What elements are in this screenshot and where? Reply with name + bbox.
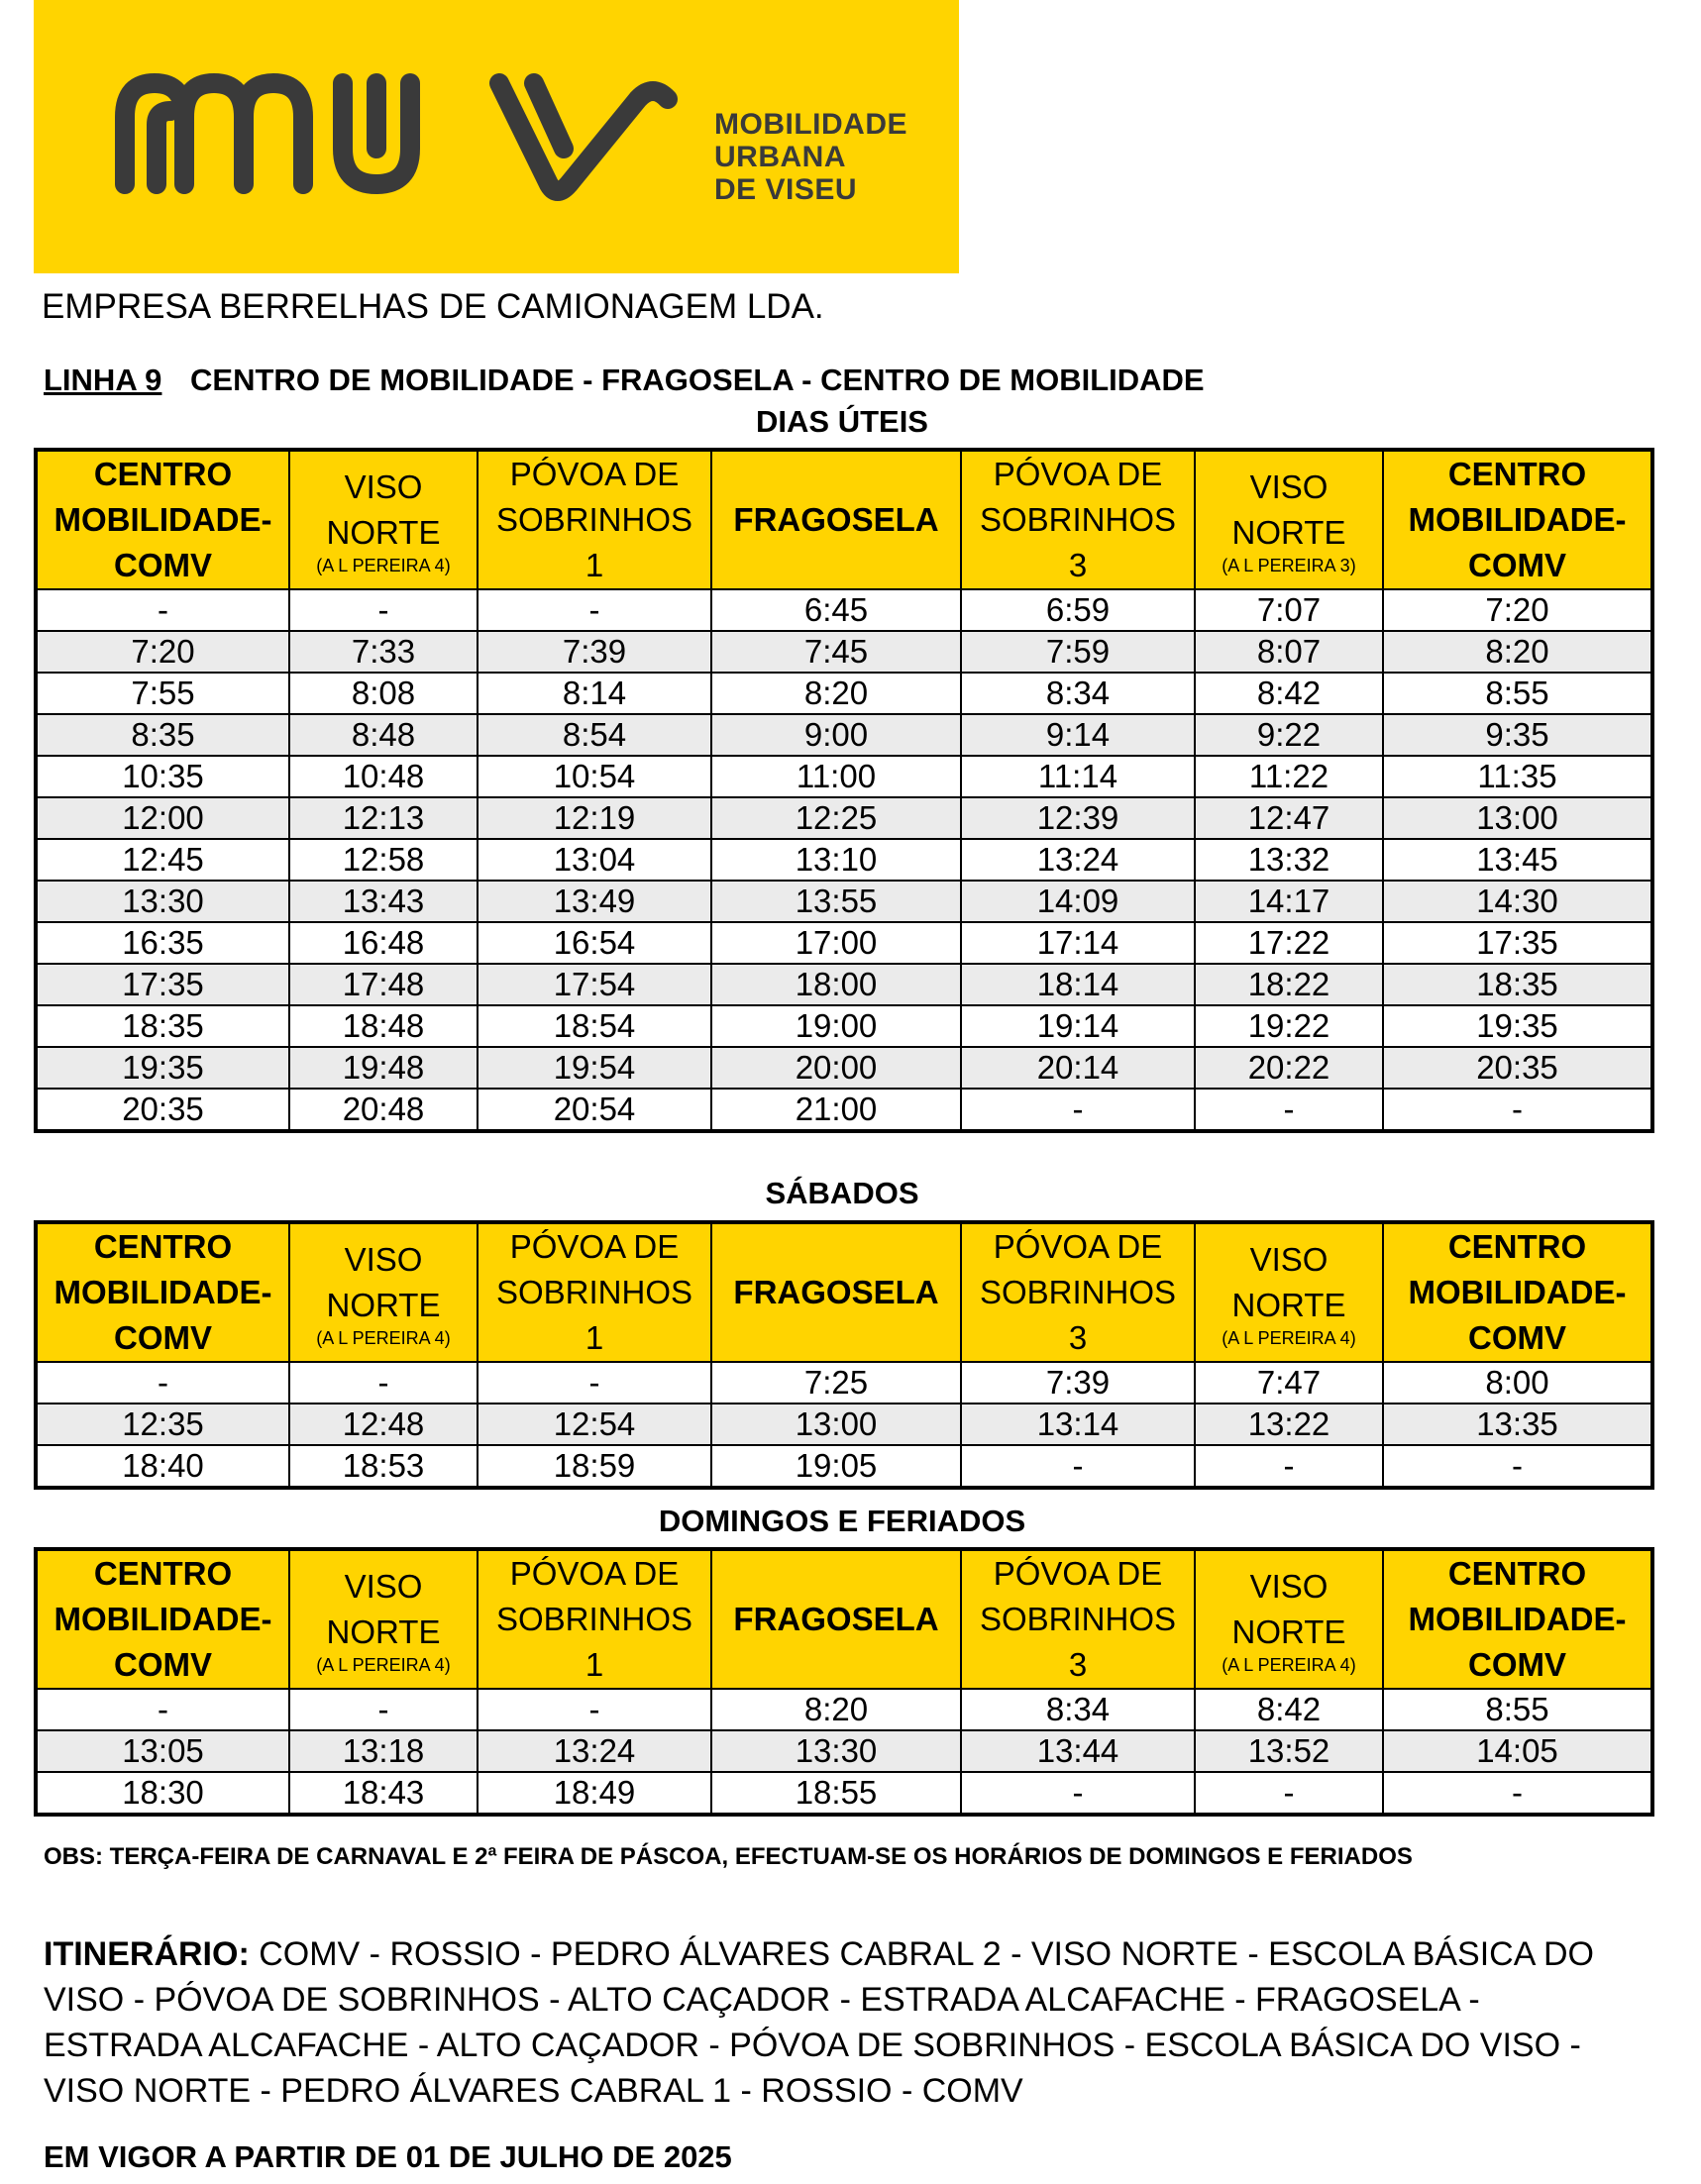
time-cell: 13:00	[711, 1404, 961, 1445]
line-label: LINHA 9	[44, 363, 162, 397]
table-row	[36, 1362, 1652, 1404]
table-row	[36, 881, 1652, 922]
time-cell: 12:13	[289, 797, 478, 839]
header-line: VISO	[344, 1568, 423, 1605]
time-cell: 7:25	[711, 1362, 961, 1404]
time-cell: -	[478, 1689, 711, 1730]
time-cell: 10:35	[36, 756, 289, 797]
time-cell: 20:35	[36, 1089, 289, 1131]
header-line: SOBRINHOS	[979, 501, 1177, 538]
company-name: EMPRESA BERRELHAS DE CAMIONAGEM LDA.	[42, 287, 824, 326]
time-cell: -	[1383, 1089, 1652, 1131]
time-cell: -	[961, 1089, 1195, 1131]
table-row	[36, 1689, 1652, 1730]
time-cell: 8:34	[961, 1689, 1195, 1730]
header-line: SOBRINHOS	[495, 1601, 693, 1637]
time-cell: 8:48	[289, 714, 478, 756]
time-cell: 14:17	[1195, 881, 1383, 922]
header-line: MOBILIDADE-	[53, 1274, 272, 1310]
header-line: SOBRINHOS	[979, 1601, 1177, 1637]
time-cell: -	[1195, 1445, 1383, 1488]
time-cell: 19:22	[1195, 1005, 1383, 1047]
header-line: COMV	[114, 1646, 212, 1683]
itinerary-text: COMV - ROSSIO - PEDRO ÁLVARES CABRAL 2 - VISO NORTE - ESCOLA BÁSICA DO VISO - PÓVOA DE SOBRINHOS - ALTO CAÇADOR - ESTRADA ALCAFACHE - FRAGOSELA - ESTRADA ALCAFACHE - ALTO CAÇADOR - PÓVOA DE SOBRINHOS - ESCOLA BÁSICA DO VISO - VISO NORTE - PEDRO ÁLVARES CABRAL 1 - ROSSIO - COMV	[44, 1935, 1594, 2110]
header-line: MOBILIDADE-	[1408, 1274, 1627, 1310]
line-title	[44, 363, 1205, 398]
stop-subtitle: (A L PEREIRA 4)	[316, 1655, 451, 1675]
time-cell: 7:55	[36, 673, 289, 714]
timetable-weekdays	[34, 448, 1654, 1133]
time-cell: 11:00	[711, 756, 961, 797]
header-cell-2	[289, 1549, 478, 1689]
table-row	[36, 1730, 1652, 1772]
time-cell: 13:44	[961, 1730, 1195, 1772]
time-cell: 6:59	[961, 589, 1195, 631]
time-cell: -	[36, 589, 289, 631]
header-cell-2	[289, 1222, 478, 1362]
time-cell: 13:18	[289, 1730, 478, 1772]
stop-subtitle: (A L PEREIRA 4)	[1222, 1328, 1356, 1348]
header-line: COMV	[1468, 1646, 1566, 1683]
header-cell-6	[1195, 1549, 1383, 1689]
time-cell: 19:00	[711, 1005, 961, 1047]
time-cell: 16:48	[289, 922, 478, 964]
header-line: MOBILIDADE-	[1408, 501, 1627, 538]
time-cell: 9:22	[1195, 714, 1383, 756]
table-row	[36, 756, 1652, 797]
time-cell: -	[36, 1689, 289, 1730]
time-cell: 18:54	[478, 1005, 711, 1047]
validity-notice: EM VIGOR A PARTIR DE 01 DE JULHO DE 2025	[44, 2139, 732, 2174]
header-line: PÓVOA DE	[509, 1228, 680, 1265]
time-cell: 13:55	[711, 881, 961, 922]
time-cell: -	[289, 1362, 478, 1404]
header-line: COMV	[114, 547, 212, 583]
header-line: SOBRINHOS	[495, 501, 693, 538]
time-cell: 18:55	[711, 1772, 961, 1815]
header-line: PÓVOA DE	[993, 456, 1163, 492]
table-row	[36, 1047, 1652, 1089]
time-cell: 16:54	[478, 922, 711, 964]
header-line: SOBRINHOS	[979, 1274, 1177, 1310]
stop-subtitle: (A L PEREIRA 4)	[1222, 1655, 1356, 1675]
time-cell: 8:20	[1383, 631, 1652, 673]
time-cell: 11:35	[1383, 756, 1652, 797]
time-cell: 18:49	[478, 1772, 711, 1815]
time-cell: 17:48	[289, 964, 478, 1005]
time-cell: 18:30	[36, 1772, 289, 1815]
stop-subtitle: (A L PEREIRA 4)	[316, 1328, 451, 1348]
logo-text-line-1: MOBILIDADE	[714, 108, 907, 141]
time-cell: 8:07	[1195, 631, 1383, 673]
header-line: CENTRO	[93, 1555, 233, 1592]
header-cell-3	[478, 1549, 711, 1689]
time-cell: 8:20	[711, 1689, 961, 1730]
header-cell-2	[289, 450, 478, 589]
timetable-saturdays	[34, 1220, 1654, 1490]
time-cell: -	[289, 589, 478, 631]
time-cell: -	[36, 1362, 289, 1404]
time-cell: 8:42	[1195, 673, 1383, 714]
header-line: COMV	[1468, 547, 1566, 583]
header-line: CENTRO	[1447, 1228, 1587, 1265]
time-cell: 18:35	[1383, 964, 1652, 1005]
time-cell: 7:47	[1195, 1362, 1383, 1404]
time-cell: -	[961, 1772, 1195, 1815]
table-row	[36, 1404, 1652, 1445]
header-line: MOBILIDADE-	[1408, 1601, 1627, 1637]
time-cell: 12:39	[961, 797, 1195, 839]
time-cell: 19:05	[711, 1445, 961, 1488]
header-cell-3	[478, 1222, 711, 1362]
table-row	[36, 673, 1652, 714]
table-row	[36, 1089, 1652, 1131]
time-cell: 17:54	[478, 964, 711, 1005]
header-line: VISO	[344, 1241, 423, 1278]
time-cell: 17:14	[961, 922, 1195, 964]
time-cell: -	[289, 1689, 478, 1730]
header-line: PÓVOA DE	[509, 456, 680, 492]
table-row	[36, 839, 1652, 881]
timetable-sundays-holidays	[34, 1547, 1654, 1817]
time-cell: 12:00	[36, 797, 289, 839]
header-line: 1	[585, 1319, 604, 1356]
header-line: PÓVOA DE	[993, 1555, 1163, 1592]
time-cell: 12:47	[1195, 797, 1383, 839]
header-line: NORTE	[1231, 1287, 1346, 1323]
time-cell: 13:30	[36, 881, 289, 922]
header-line: VISO	[1249, 468, 1329, 505]
header-cell-4: FRAGOSELA	[711, 1549, 961, 1689]
time-cell: 8:34	[961, 673, 1195, 714]
header-cell-1	[36, 1549, 289, 1689]
time-cell: 18:14	[961, 964, 1195, 1005]
logo-text	[714, 108, 907, 206]
time-cell: -	[478, 1362, 711, 1404]
header-line: 1	[585, 1646, 604, 1683]
time-cell: 17:35	[1383, 922, 1652, 964]
header-line: NORTE	[326, 1287, 441, 1323]
table-row	[36, 631, 1652, 673]
time-cell: 14:30	[1383, 881, 1652, 922]
time-cell: 8:14	[478, 673, 711, 714]
time-cell: 12:35	[36, 1404, 289, 1445]
time-cell: 8:55	[1383, 1689, 1652, 1730]
header-cell-3	[478, 450, 711, 589]
header-line: VISO	[344, 468, 423, 505]
time-cell: 8:08	[289, 673, 478, 714]
time-cell: 9:35	[1383, 714, 1652, 756]
header-cell-4: FRAGOSELA	[711, 450, 961, 589]
time-cell: 13:24	[961, 839, 1195, 881]
header-cell-1	[36, 450, 289, 589]
time-cell: 8:20	[711, 673, 961, 714]
logo-text-line-2: URBANA	[714, 141, 846, 173]
time-cell: 12:25	[711, 797, 961, 839]
table-header-row	[36, 1222, 1652, 1362]
header-line: PÓVOA DE	[993, 1228, 1163, 1265]
time-cell: 13:32	[1195, 839, 1383, 881]
time-cell: -	[1383, 1445, 1652, 1488]
header-cell-6	[1195, 1222, 1383, 1362]
time-cell: 13:45	[1383, 839, 1652, 881]
header-cell-1	[36, 1222, 289, 1362]
time-cell: 20:48	[289, 1089, 478, 1131]
time-cell: 14:05	[1383, 1730, 1652, 1772]
time-cell: 18:40	[36, 1445, 289, 1488]
header-line: CENTRO	[93, 456, 233, 492]
header-line: NORTE	[326, 514, 441, 551]
header-line: 3	[1068, 1646, 1088, 1683]
time-cell: -	[1195, 1089, 1383, 1131]
header-line: 3	[1068, 1319, 1088, 1356]
header-line: CENTRO	[93, 1228, 233, 1265]
time-cell: 12:58	[289, 839, 478, 881]
header-line: PÓVOA DE	[509, 1555, 680, 1592]
time-cell: 7:33	[289, 631, 478, 673]
logo	[34, 0, 959, 273]
time-cell: 12:54	[478, 1404, 711, 1445]
time-cell: 13:52	[1195, 1730, 1383, 1772]
section-title-sundays-holidays: DOMINGOS E FERIADOS	[658, 1504, 1026, 1538]
header-line: 1	[585, 547, 604, 583]
time-cell: 13:04	[478, 839, 711, 881]
time-cell: 20:35	[1383, 1047, 1652, 1089]
time-cell: 20:00	[711, 1047, 961, 1089]
time-cell: 8:35	[36, 714, 289, 756]
time-cell: 18:43	[289, 1772, 478, 1815]
time-cell: 13:35	[1383, 1404, 1652, 1445]
time-cell: 17:00	[711, 922, 961, 964]
time-cell: 18:59	[478, 1445, 711, 1488]
time-cell: 7:59	[961, 631, 1195, 673]
time-cell: 13:30	[711, 1730, 961, 1772]
logo-text-line-3: DE VISEU	[714, 173, 858, 206]
time-cell: 12:19	[478, 797, 711, 839]
time-cell: 21:00	[711, 1089, 961, 1131]
header-line: NORTE	[1231, 514, 1346, 551]
header-line: MOBILIDADE-	[53, 1601, 272, 1637]
time-cell: -	[961, 1445, 1195, 1488]
header-line: COMV	[114, 1319, 212, 1356]
itinerary-label: ITINERÁRIO:	[44, 1935, 250, 1973]
header-line: 3	[1068, 547, 1088, 583]
time-cell: 13:49	[478, 881, 711, 922]
table-row	[36, 964, 1652, 1005]
time-cell: 14:09	[961, 881, 1195, 922]
time-cell: 7:39	[478, 631, 711, 673]
section-title-saturdays: SÁBADOS	[765, 1176, 919, 1210]
stop-subtitle: (A L PEREIRA 4)	[316, 556, 451, 575]
time-cell: 7:39	[961, 1362, 1195, 1404]
header-cell-5	[961, 1222, 1195, 1362]
time-cell: 20:22	[1195, 1047, 1383, 1089]
time-cell: 7:07	[1195, 589, 1383, 631]
time-cell: 7:45	[711, 631, 961, 673]
time-cell: 13:14	[961, 1404, 1195, 1445]
time-cell: 13:00	[1383, 797, 1652, 839]
time-cell: -	[1195, 1772, 1383, 1815]
time-cell: 8:00	[1383, 1362, 1652, 1404]
table-row	[36, 589, 1652, 631]
header-cell-7	[1383, 1222, 1652, 1362]
time-cell: 13:43	[289, 881, 478, 922]
table-row	[36, 922, 1652, 964]
time-cell: 18:00	[711, 964, 961, 1005]
header-line: COMV	[1468, 1319, 1566, 1356]
header-line: SOBRINHOS	[495, 1274, 693, 1310]
header-line: NORTE	[326, 1613, 441, 1650]
time-cell: 9:00	[711, 714, 961, 756]
time-cell: 12:45	[36, 839, 289, 881]
time-cell: -	[478, 589, 711, 631]
time-cell: 13:05	[36, 1730, 289, 1772]
header-line: VISO	[1249, 1568, 1329, 1605]
table-row	[36, 714, 1652, 756]
time-cell: 19:35	[1383, 1005, 1652, 1047]
time-cell: 9:14	[961, 714, 1195, 756]
header-line: MOBILIDADE-	[53, 501, 272, 538]
time-cell: 8:55	[1383, 673, 1652, 714]
time-cell: 7:20	[36, 631, 289, 673]
section-title-weekdays: DIAS ÚTEIS	[756, 404, 928, 439]
time-cell: 6:45	[711, 589, 961, 631]
time-cell: 16:35	[36, 922, 289, 964]
time-cell: 11:14	[961, 756, 1195, 797]
time-cell: 18:53	[289, 1445, 478, 1488]
time-cell: 11:22	[1195, 756, 1383, 797]
time-cell: 8:54	[478, 714, 711, 756]
time-cell: 17:35	[36, 964, 289, 1005]
time-cell: 12:48	[289, 1404, 478, 1445]
table-row	[36, 1005, 1652, 1047]
time-cell: 17:22	[1195, 922, 1383, 964]
time-cell: 13:24	[478, 1730, 711, 1772]
time-cell: 18:48	[289, 1005, 478, 1047]
time-cell: 19:35	[36, 1047, 289, 1089]
table-header-row	[36, 450, 1652, 589]
line-route: CENTRO DE MOBILIDADE - FRAGOSELA - CENTRO DE MOBILIDADE	[190, 363, 1205, 397]
time-cell: 13:10	[711, 839, 961, 881]
header-line: NORTE	[1231, 1613, 1346, 1650]
header-cell-7	[1383, 1549, 1652, 1689]
time-cell: 10:54	[478, 756, 711, 797]
observation-note: OBS: TERÇA-FEIRA DE CARNAVAL E 2ª FEIRA DE PÁSCOA, EFECTUAM-SE OS HORÁRIOS DE DOMINGOS E FERIADOS	[44, 1843, 1413, 1870]
time-cell: 19:14	[961, 1005, 1195, 1047]
time-cell: 18:35	[36, 1005, 289, 1047]
header-line: CENTRO	[1447, 456, 1587, 492]
time-cell: 19:48	[289, 1047, 478, 1089]
time-cell: 20:54	[478, 1089, 711, 1131]
time-cell: 10:48	[289, 756, 478, 797]
time-cell: -	[1383, 1772, 1652, 1815]
time-cell: 19:54	[478, 1047, 711, 1089]
time-cell: 18:22	[1195, 964, 1383, 1005]
itinerary	[44, 1931, 1629, 2114]
header-cell-6	[1195, 450, 1383, 589]
time-cell: 7:20	[1383, 589, 1652, 631]
time-cell: 8:42	[1195, 1689, 1383, 1730]
stop-subtitle: (A L PEREIRA 3)	[1222, 556, 1356, 575]
header-line: CENTRO	[1447, 1555, 1587, 1592]
time-cell: 13:22	[1195, 1404, 1383, 1445]
table-row	[36, 1445, 1652, 1488]
table-row	[36, 1772, 1652, 1815]
header-cell-5	[961, 1549, 1195, 1689]
header-line: VISO	[1249, 1241, 1329, 1278]
header-cell-5	[961, 450, 1195, 589]
header-cell-7	[1383, 450, 1652, 589]
header-cell-4: FRAGOSELA	[711, 1222, 961, 1362]
table-row	[36, 797, 1652, 839]
time-cell: 20:14	[961, 1047, 1195, 1089]
table-header-row	[36, 1549, 1652, 1689]
